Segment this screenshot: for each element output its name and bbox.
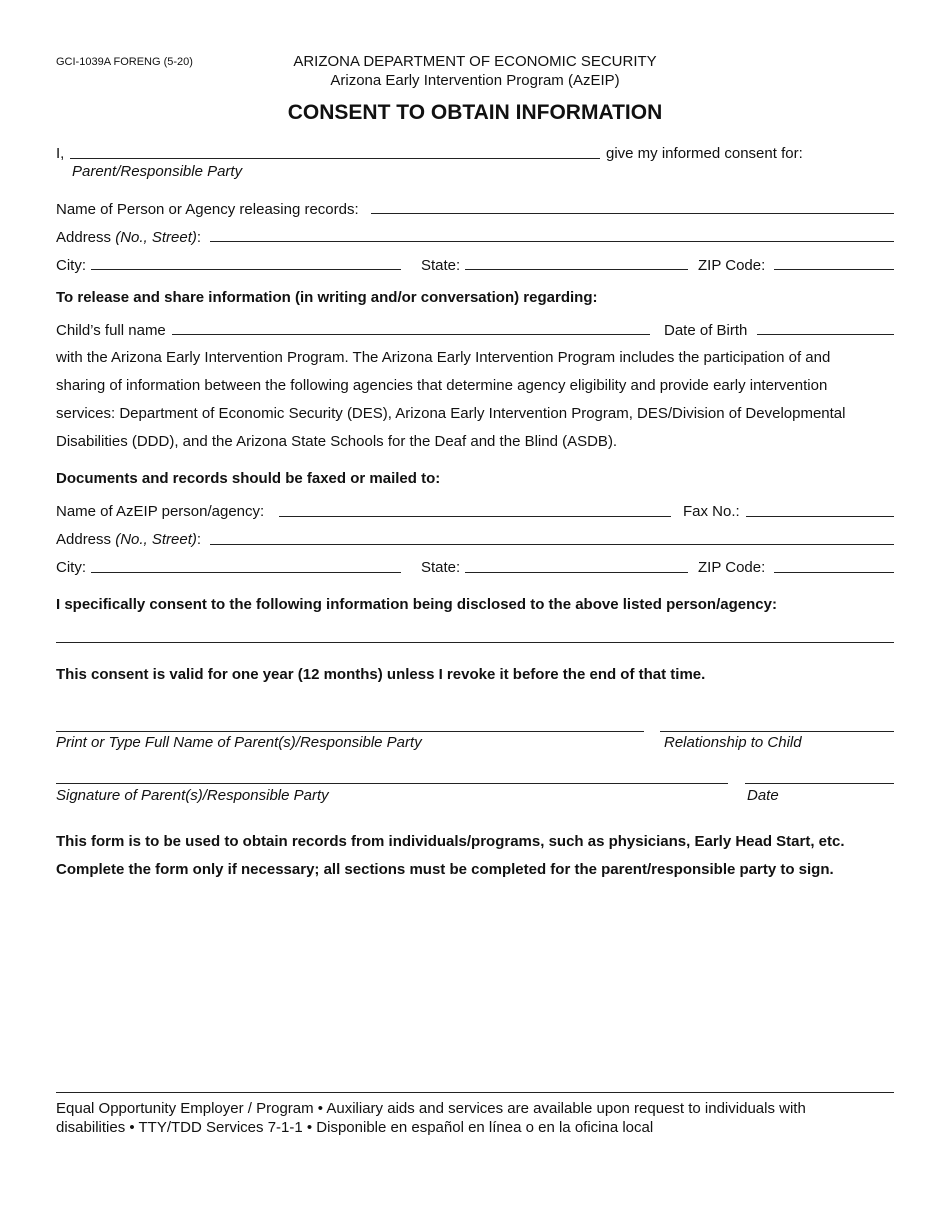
paragraph-line: sharing of information between the following agencies that determine agency eligibility and provide early intervention <box>56 377 828 394</box>
recipient-state-label: State: <box>421 559 461 576</box>
parent-name-field[interactable] <box>70 158 600 159</box>
print-name-caption: Print or Type Full Name of Parent(s)/Responsible Party <box>56 734 422 751</box>
child-dob-field[interactable] <box>757 334 894 335</box>
recipient-state-field[interactable] <box>465 572 688 573</box>
releasing-state-field[interactable] <box>465 269 688 270</box>
consent-prefix: I, <box>56 145 65 162</box>
recipient-name-label: Name of AzEIP person/agency: <box>56 503 265 520</box>
child-name-field[interactable] <box>172 334 650 335</box>
paragraph-line: with the Arizona Early Intervention Program. The Arizona Early Intervention Program includes the participation of and <box>56 349 831 366</box>
disclosed-info-field[interactable] <box>56 642 894 643</box>
note-line: This form is to be used to obtain records from individuals/programs, such as physicians, Early Head Start, etc. <box>56 833 845 850</box>
consent-suffix: give my informed consent for: <box>606 145 803 162</box>
relationship-field[interactable] <box>660 731 894 732</box>
parent-name-caption: Parent/Responsible Party <box>72 163 243 180</box>
releasing-state-label: State: <box>421 257 461 274</box>
send-heading: Documents and records should be faxed or mailed to: <box>56 470 441 487</box>
relationship-caption: Relationship to Child <box>664 734 802 751</box>
date-field[interactable] <box>745 783 894 784</box>
releasing-address-field[interactable] <box>210 241 894 242</box>
form-code: GCI-1039A FORENG (5-20) <box>56 56 193 68</box>
releasing-zip-label: ZIP Code: <box>698 257 766 274</box>
recipient-name-field[interactable] <box>279 516 671 517</box>
footer-line: disabilities • TTY/TDD Services 7-1-1 • Disponible en español en línea o en la oficina local <box>56 1119 654 1136</box>
recipient-fax-label: Fax No.: <box>683 503 740 520</box>
recipient-address-label: Address (No., Street): <box>56 531 202 548</box>
releasing-address-label: Address (No., Street): <box>56 229 202 246</box>
footer-line: Equal Opportunity Employer / Program • Auxiliary aids and services are available upon request to individuals with <box>56 1100 806 1117</box>
recipient-address-field[interactable] <box>210 544 894 545</box>
validity-statement: This consent is valid for one year (12 months) unless I revoke it before the end of that time. <box>56 666 706 683</box>
agency-name: ARIZONA DEPARTMENT OF ECONOMIC SECURITY <box>293 53 657 70</box>
releasing-city-label: City: <box>56 257 86 274</box>
releasing-name-field[interactable] <box>371 213 894 214</box>
footer-divider <box>56 1092 894 1093</box>
program-name: Arizona Early Intervention Program (AzEIP) <box>330 72 620 89</box>
child-name-label: Child’s full name <box>56 322 166 339</box>
note-line: Complete the form only if necessary; all sections must be completed for the parent/responsible party to sign. <box>56 861 834 878</box>
release-heading: To release and share information (in writing and/or conversation) regarding: <box>56 289 598 306</box>
date-caption: Date <box>747 787 779 804</box>
signature-field[interactable] <box>56 783 728 784</box>
print-name-field[interactable] <box>56 731 644 732</box>
releasing-city-field[interactable] <box>91 269 401 270</box>
child-dob-label: Date of Birth <box>664 322 748 339</box>
recipient-fax-field[interactable] <box>746 516 894 517</box>
releasing-zip-field[interactable] <box>774 269 894 270</box>
signature-caption: Signature of Parent(s)/Responsible Party <box>56 787 329 804</box>
paragraph-line: services: Department of Economic Security (DES), Arizona Early Intervention Program, DES/Division of Developmental <box>56 405 846 422</box>
recipient-zip-field[interactable] <box>774 572 894 573</box>
releasing-name-label: Name of Person or Agency releasing records: <box>56 201 359 218</box>
recipient-zip-label: ZIP Code: <box>698 559 766 576</box>
recipient-city-label: City: <box>56 559 86 576</box>
recipient-city-field[interactable] <box>91 572 401 573</box>
paragraph-line: Disabilities (DDD), and the Arizona State Schools for the Deaf and the Blind (ASDB). <box>56 433 618 450</box>
page-title: CONSENT TO OBTAIN INFORMATION <box>287 101 663 124</box>
disclose-heading: I specifically consent to the following information being disclosed to the above listed person/agency: <box>56 596 777 613</box>
